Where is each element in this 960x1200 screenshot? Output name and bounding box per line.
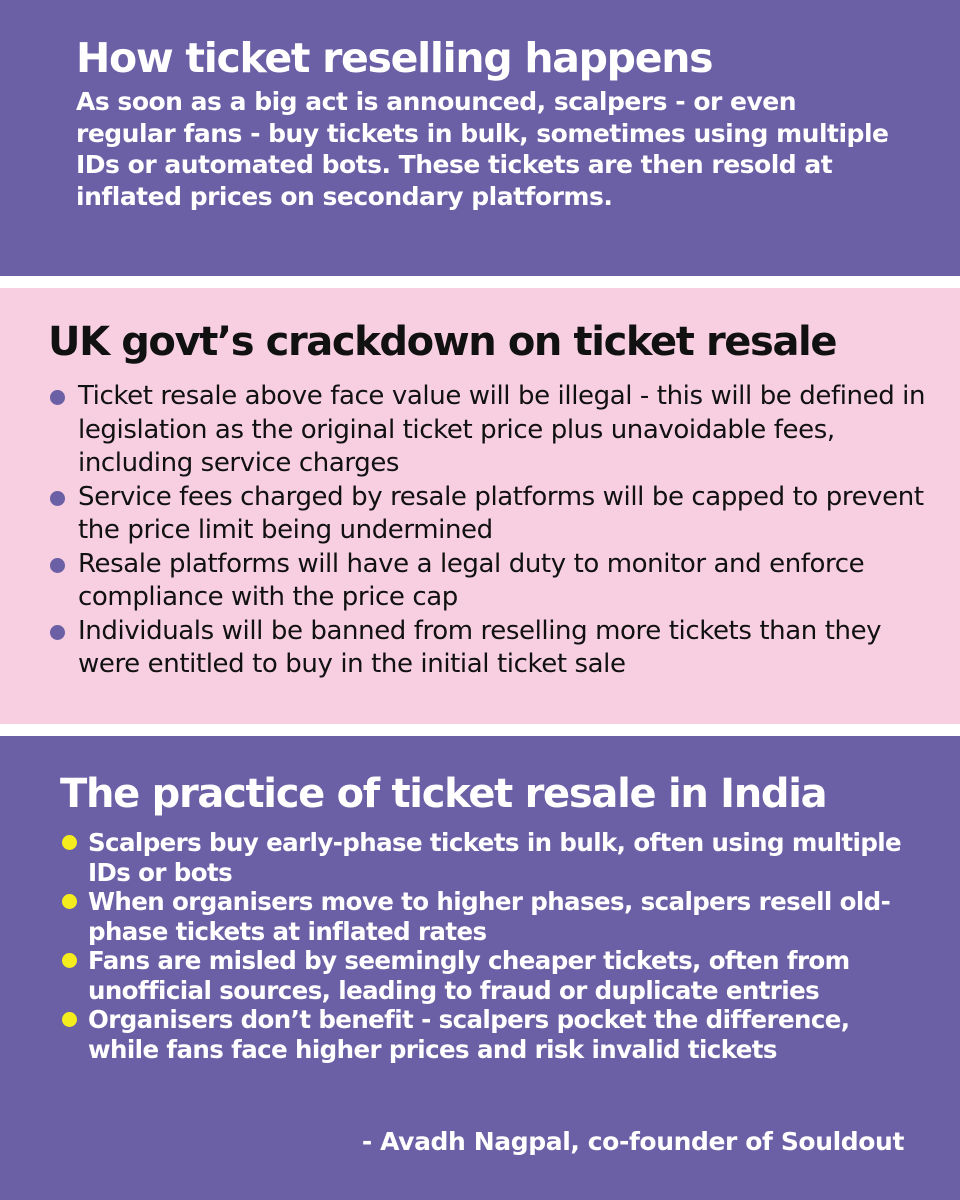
attribution: - Avadh Nagpal, co-founder of Souldout [361,1127,904,1156]
bullet-text: Ticket resale above face value will be illegal - this will be defined in legislation as the original ticket price plus unavoidable fees, including service charges [78,381,926,478]
list-item [48,548,930,615]
uk-crackdown-panel [0,288,960,724]
bullet-text: Service fees charged by resale platforms will be capped to prevent the price limit being undermined [78,481,924,545]
bullet-dot-icon [50,491,65,506]
section-3-heading: The practice of ticket resale in India [60,771,827,817]
bullet-dot-icon [50,390,65,405]
bullet-dot-icon [62,835,77,850]
list-item [60,1005,920,1064]
india-resale-panel [0,736,960,1200]
list-item [60,887,920,946]
section-1-body: As soon as a big act is announced, scalpers - or even regular fans - buy tickets in bulk, sometimes using multiple IDs or automated bots. These tickets are then resold at inflated prices on secondary platforms. [76,87,889,211]
bullet-text: Fans are misled by seemingly cheaper tickets, often from unofficial sources, leading to fraud or duplicate entries [88,946,850,1005]
list-item [48,481,930,548]
bullet-dot-icon [62,953,77,968]
list-item [60,828,920,887]
section-2-heading: UK govt’s crackdown on ticket resale [48,319,837,365]
list-item [48,615,930,682]
list-item [48,380,930,481]
bullet-text: When organisers move to higher phases, scalpers resell old-phase tickets at inflated rates [88,887,891,946]
bullet-text: Organisers don’t benefit - scalpers pocket the difference, while fans face higher prices and risk invalid tickets [88,1005,850,1064]
section-1-heading: How ticket reselling happens [76,34,713,82]
bullet-text: Scalpers buy early-phase tickets in bulk, often using multiple IDs or bots [88,828,902,887]
bullet-dot-icon [62,1012,77,1027]
list-item [60,946,920,1005]
bullet-text: Individuals will be banned from reselling more tickets than they were entitled to buy in the initial ticket sale [78,615,882,679]
india-resale-list [60,828,920,1064]
bullet-dot-icon [50,558,65,573]
bullet-dot-icon [50,625,65,640]
bullet-text: Resale platforms will have a legal duty to monitor and enforce compliance with the price cap [78,548,865,612]
how-reselling-happens-panel [0,0,960,276]
bullet-dot-icon [62,894,77,909]
uk-crackdown-list [48,380,930,682]
